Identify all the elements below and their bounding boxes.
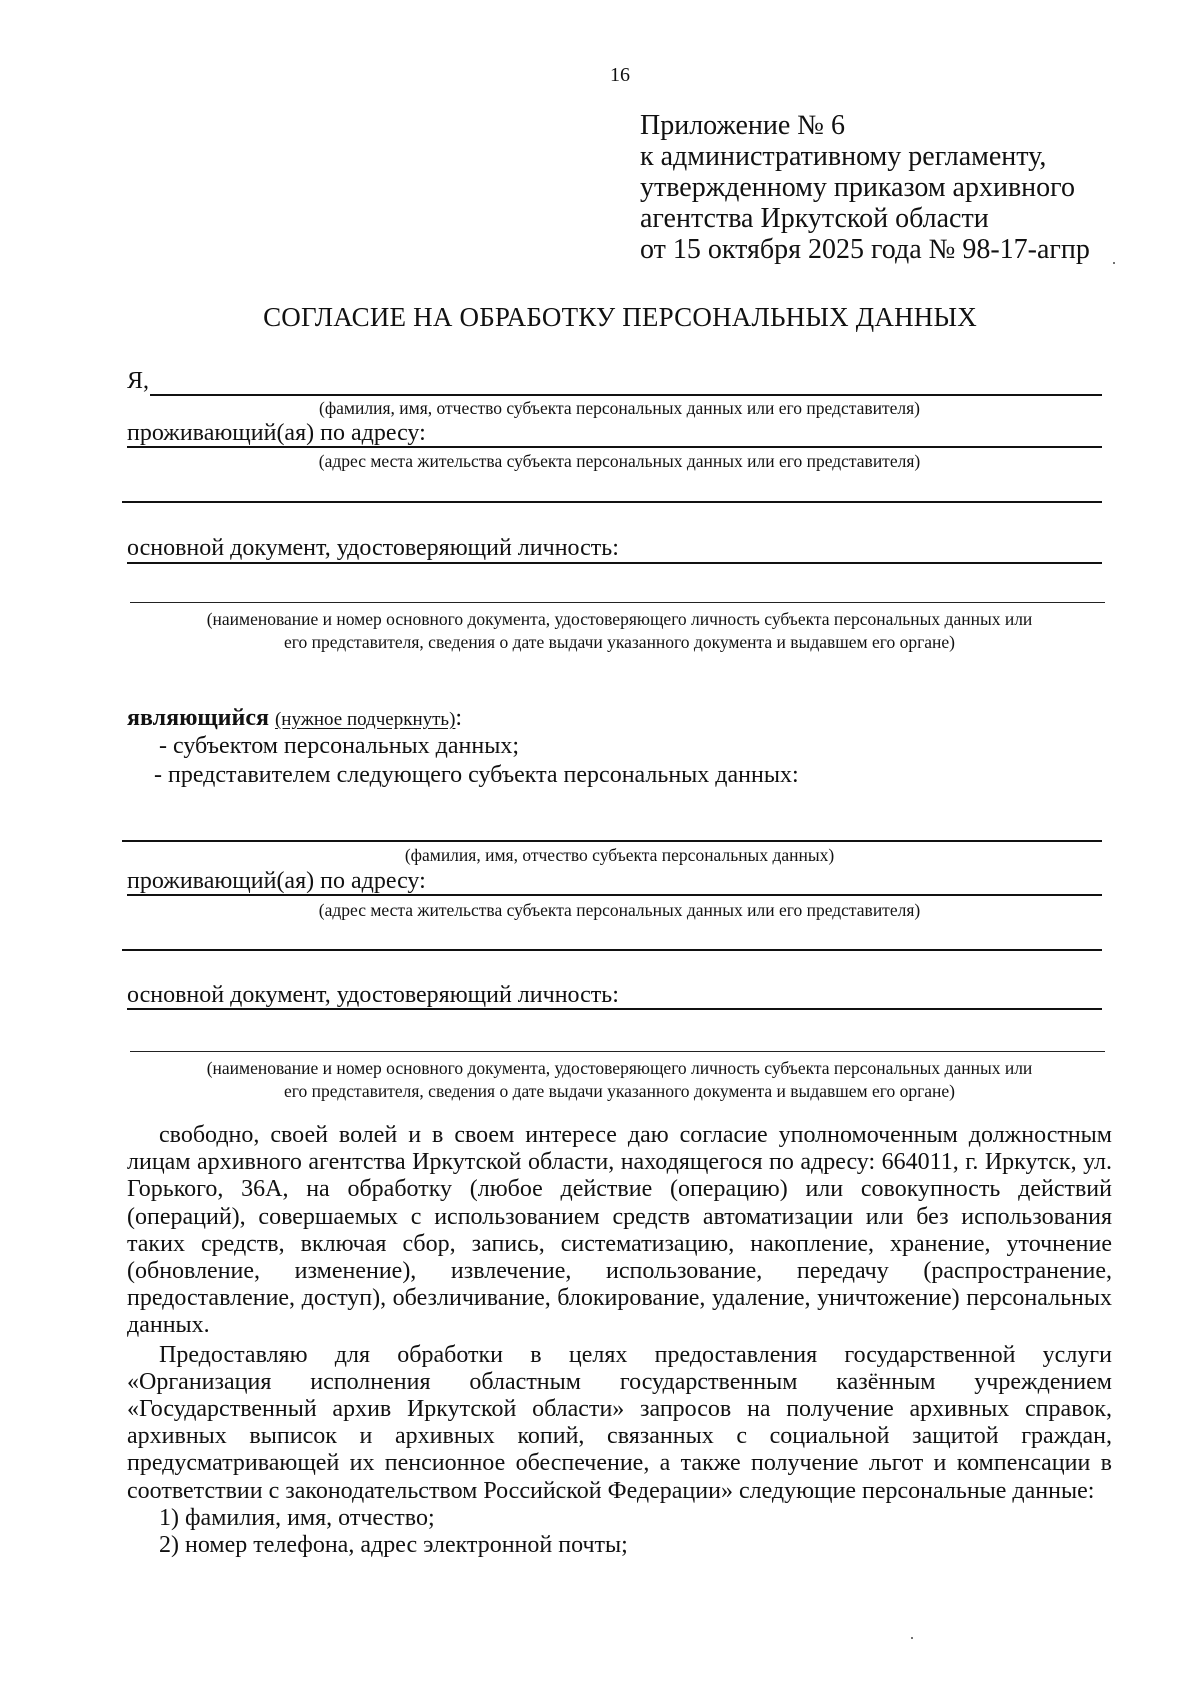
- address-field-line: [127, 446, 1102, 448]
- scan-speck: [1113, 262, 1115, 264]
- appendix-header: [640, 110, 1090, 265]
- role-colon: :: [455, 705, 463, 731]
- list-item-2: 2) номер телефона, адрес электронной почты;: [159, 1532, 628, 1559]
- role-option-representative: - представителем следующего субъекта персональных данных:: [154, 762, 799, 788]
- role-option-subject: - субъектом персональных данных;: [159, 733, 520, 759]
- id-document-caption-line-1: (наименование и номер основного документа, удостоверяющего личность субъекта персональных данных или: [206, 609, 1033, 629]
- appendix-line-2: к административному регламенту,: [640, 141, 1047, 172]
- subject-id-document-extra-line: [130, 1051, 1105, 1052]
- appendix-line-4: агентства Иркутской области: [640, 203, 989, 234]
- fio-caption: (фамилия, имя, отчество субъекта персональных данных или его представителя): [319, 398, 920, 418]
- address-label: проживающий(ая) по адресу:: [127, 420, 426, 446]
- subject-address-field-line: [127, 894, 1102, 896]
- subject-address-caption: (адрес места жительства субъекта персональных данных или его представителя): [318, 900, 921, 920]
- appendix-line-5: от 15 октября 2025 года № 98-17-агпр: [640, 234, 1090, 265]
- id-document-label: основной документ, удостоверяющий личность:: [127, 535, 619, 561]
- subject-id-document-caption-line-1: (наименование и номер основного документа, удостоверяющего личность субъекта персональных данных или: [206, 1058, 1033, 1078]
- subject-fio-field-line: [122, 840, 1102, 842]
- role-line: [127, 705, 462, 732]
- list-item-1: 1) фамилия, имя, отчество;: [159, 1504, 435, 1531]
- id-document-caption-line-2: его представителя, сведения о дате выдачи указанного документа и выдавшем его органе): [284, 632, 955, 652]
- address-caption: (адрес места жительства субъекта персональных данных или его представителя): [318, 451, 921, 471]
- role-hint: (нужное подчеркнуть): [274, 709, 456, 730]
- subject-address-extra-line: [122, 949, 1102, 951]
- appendix-line-1: Приложение № 6: [640, 110, 845, 141]
- appendix-line-3: утвержденному приказом архивного: [640, 172, 1075, 203]
- fio-field-line: [150, 394, 1102, 396]
- subject-id-document-field-line: [127, 1008, 1102, 1010]
- scan-speck: [911, 1637, 913, 1639]
- consent-body: [127, 1122, 1112, 1559]
- id-document-extra-line: [130, 602, 1105, 603]
- subject-address-label: проживающий(ая) по адресу:: [127, 868, 426, 894]
- consent-paragraph: свободно, своей волей и в своем интересе даю согласие уполномоченным должностным лицам архивного агентства Иркутской области, находящегося по адресу: 664011, г. Иркутск, ул. Горького, 36А, на обработку (любое действие (операцию) или совокупность действий (операций), совершаемых с использованием средств автоматизации или без использования таких средств, включая сбор, запись, систематизацию, накопление, хранение, уточнение (обновление, изменение), извлечение, использование, передачу (распространение, предоставление, доступ), обезличивание, блокирование, удаление, уничтожение) персональных данных.: [127, 1122, 1112, 1339]
- address-extra-line: [122, 501, 1102, 503]
- subject-id-document-label: основной документ, удостоверяющий личность:: [127, 982, 619, 1008]
- ya-label: Я,: [127, 368, 150, 394]
- subject-fio-caption: (фамилия, имя, отчество субъекта персональных данных): [404, 845, 835, 865]
- document-title: СОГЛАСИЕ НА ОБРАБОТКУ ПЕРСОНАЛЬНЫХ ДАННЫХ: [263, 302, 977, 332]
- provide-paragraph: Предоставляю для обработки в целях предоставления государственной услуги «Организация исполнения областным государственным казённым учреждением «Государственный архив Иркутской области» запросов на получение архивных справок, архивных выписок и архивных копий, связанных с социальной защитой граждан, предусматривающей их пенсионное обеспечение, а также получение льгот и компенсации в соответствии с законодательством Российской Федерации» следующие персональные данные:: [127, 1341, 1112, 1504]
- id-document-field-line: [127, 562, 1102, 564]
- page-number: 16: [610, 64, 630, 86]
- subject-id-document-caption-line-2: его представителя, сведения о дате выдачи указанного документа и выдавшем его органе): [284, 1081, 955, 1101]
- role-label: являющийся: [127, 705, 269, 731]
